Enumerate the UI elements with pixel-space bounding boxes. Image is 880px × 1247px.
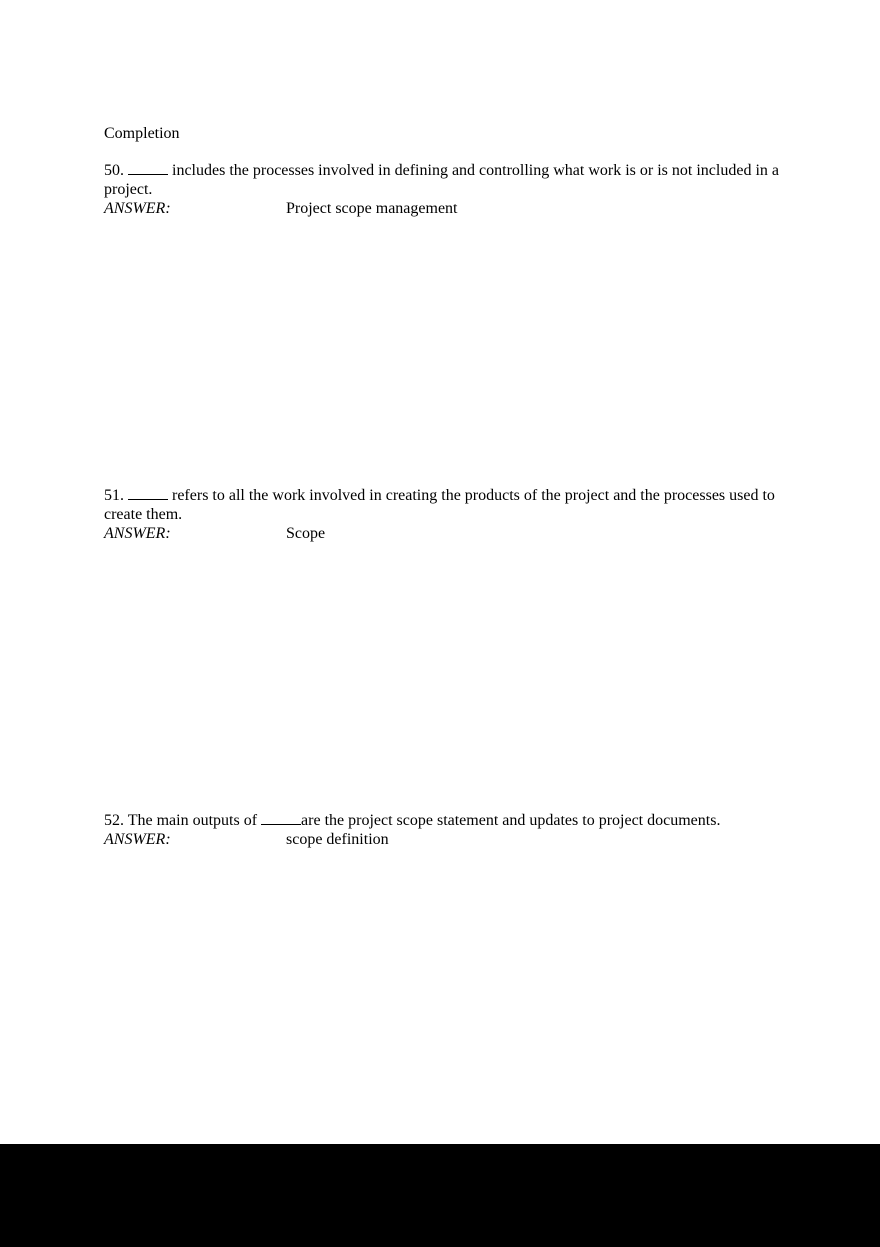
question-52 (104, 811, 784, 849)
answer-label: ANSWER: (104, 525, 171, 542)
answer-blank (128, 161, 168, 175)
section-title: Completion (104, 125, 180, 142)
answer-row (104, 524, 784, 543)
answer-value: scope definition (286, 831, 389, 848)
question-number: 50. (104, 162, 124, 179)
answer-blank (261, 811, 301, 825)
question-number: 51. (104, 487, 124, 504)
question-suffix: are the project scope statement and updates to project documents. (301, 812, 721, 829)
question-text (104, 811, 784, 830)
answer-label: ANSWER: (104, 831, 171, 848)
answer-row (104, 830, 784, 849)
answer-value: Scope (286, 525, 326, 542)
question-text (104, 486, 784, 524)
answer-blank (128, 486, 168, 500)
question-number: 52. (104, 812, 124, 829)
answer-label: ANSWER: (104, 200, 171, 217)
question-text (104, 161, 784, 199)
question-51 (104, 486, 784, 543)
answer-row (104, 199, 784, 218)
question-prefix: The main outputs of (127, 812, 262, 829)
question-50 (104, 161, 784, 218)
answer-value: Project scope management (286, 200, 458, 217)
question-suffix: includes the processes involved in defining and controlling what work is or is not included in a project. (104, 162, 779, 198)
question-suffix: refers to all the work involved in creating the products of the project and the processes used to create them. (104, 487, 775, 523)
